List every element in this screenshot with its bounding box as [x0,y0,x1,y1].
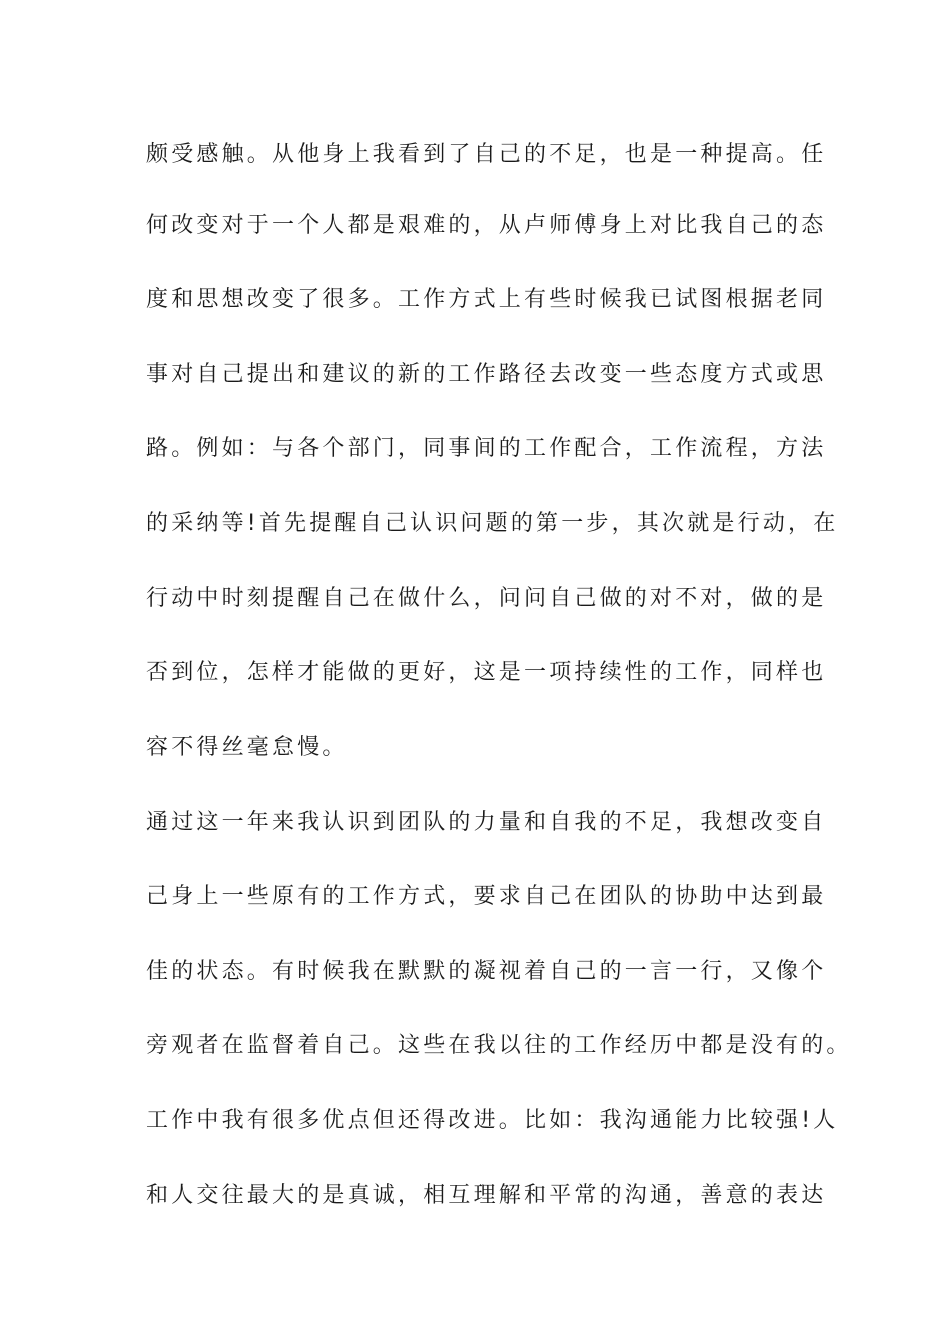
text-line: 何改变对于一个人都是艰难的，从卢师傅身上对比我自己的态 [146,213,827,238]
text-line: 旁观者在监督着自己。这些在我以往的工作经历中都是没有的。 [146,1033,852,1058]
text-line: 度和思想改变了很多。工作方式上有些时候我已试图根据老同 [146,287,827,312]
text-line: 事对自己提出和建议的新的工作路径去改变一些态度方式或思 [146,362,827,387]
text-line: 颇受感触。从他身上我看到了自己的不足，也是一种提高。任 [146,142,827,167]
text-line: 路。例如：与各个部门，同事间的工作配合，工作流程，方法 [146,436,827,461]
text-line: 工作中我有很多优点但还得改进。比如：我沟通能力比较强!人 [146,1108,839,1133]
text-line: 己身上一些原有的工作方式，要求自己在团队的协助中达到最 [146,884,827,909]
text-line: 和人交往最大的是真诚，相互理解和平常的沟通，善意的表达 [146,1183,827,1208]
text-line: 的采纳等!首先提醒自己认识问题的第一步，其次就是行动，在 [146,511,839,536]
text-line: 佳的状态。有时候我在默默的凝视着自己的一言一行，又像个 [146,959,827,984]
text-line: 行动中时刻提醒自己在做什么，问问自己做的对不对，做的是 [146,586,827,611]
text-line: 通过这一年来我认识到团队的力量和自我的不足，我想改变自 [146,810,827,835]
text-line: 容不得丝毫怠慢。 [146,735,348,760]
text-line: 否到位，怎样才能做的更好，这是一项持续性的工作，同样也 [146,660,827,685]
